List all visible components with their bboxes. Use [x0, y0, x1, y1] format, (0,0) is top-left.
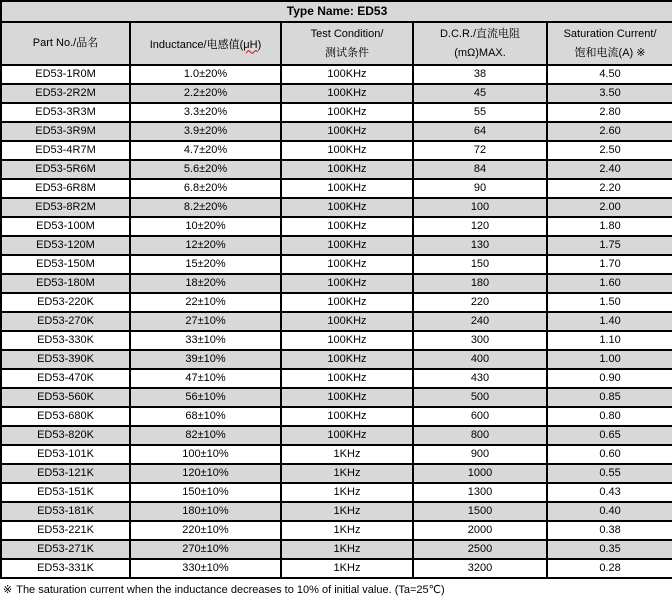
- table-cell: ED53-271K: [1, 540, 130, 559]
- table-row: [1, 350, 672, 369]
- table-cell: ED53-5R6M: [1, 160, 130, 179]
- table-cell: ED53-8R2M: [1, 198, 130, 217]
- table-cell: 1500: [413, 502, 547, 521]
- table-row: [1, 122, 672, 141]
- table-cell: 100KHz: [281, 369, 413, 388]
- table-cell: 45: [413, 84, 547, 103]
- table-row: [1, 369, 672, 388]
- table-cell: 100KHz: [281, 312, 413, 331]
- table-cell: 100KHz: [281, 84, 413, 103]
- table-cell: 1.0±20%: [130, 65, 281, 84]
- table-cell: 2000: [413, 521, 547, 540]
- table-cell: 1KHz: [281, 483, 413, 502]
- table-cell: 1KHz: [281, 502, 413, 521]
- table-cell: 500: [413, 388, 547, 407]
- table-cell: ED53-121K: [1, 464, 130, 483]
- table-cell: ED53-220K: [1, 293, 130, 312]
- table-cell: ED53-330K: [1, 331, 130, 350]
- col-header-saturation-line1: Saturation Current/: [563, 27, 657, 40]
- table-cell: 2.00: [547, 198, 672, 217]
- table-cell: 150: [413, 255, 547, 274]
- col-header-part-no-label: Part No./品名: [32, 37, 99, 49]
- col-header-inductance-suffix: ): [257, 38, 262, 51]
- table-row: [1, 540, 672, 559]
- table-cell: 100KHz: [281, 236, 413, 255]
- table-cell: 1.10: [547, 331, 672, 350]
- table-row: [1, 464, 672, 483]
- table-cell: ED53-470K: [1, 369, 130, 388]
- table-cell: 1.70: [547, 255, 672, 274]
- table-cell: 72: [413, 141, 547, 160]
- table-cell: 1.40: [547, 312, 672, 331]
- col-header-part-no: [1, 22, 130, 65]
- table-cell: ED53-390K: [1, 350, 130, 369]
- table-cell: 0.28: [547, 559, 672, 578]
- table-cell: 300: [413, 331, 547, 350]
- table-cell: 100KHz: [281, 198, 413, 217]
- table-cell: ED53-331K: [1, 559, 130, 578]
- table-row: [1, 331, 672, 350]
- table-cell: 5.6±20%: [130, 160, 281, 179]
- table-cell: 18±20%: [130, 274, 281, 293]
- table-cell: 2500: [413, 540, 547, 559]
- table-cell: ED53-820K: [1, 426, 130, 445]
- table-cell: 150±10%: [130, 483, 281, 502]
- table-row: [1, 502, 672, 521]
- table-cell: 55: [413, 103, 547, 122]
- table-cell: 100KHz: [281, 122, 413, 141]
- table-cell: 0.80: [547, 407, 672, 426]
- table-row: [1, 483, 672, 502]
- table-cell: 2.20: [547, 179, 672, 198]
- table-cell: 2.2±20%: [130, 84, 281, 103]
- table-cell: 22±10%: [130, 293, 281, 312]
- table-cell: 100KHz: [281, 426, 413, 445]
- table-cell: 6.8±20%: [130, 179, 281, 198]
- table-cell: 3.50: [547, 84, 672, 103]
- table-cell: 38: [413, 65, 547, 84]
- table-cell: 3.3±20%: [130, 103, 281, 122]
- col-header-saturation: [547, 22, 672, 65]
- col-header-test-condition-line2: 测试条件: [325, 46, 369, 59]
- table-cell: 68±10%: [130, 407, 281, 426]
- table-cell: 4.7±20%: [130, 141, 281, 160]
- table-cell: 33±10%: [130, 331, 281, 350]
- table-cell: 47±10%: [130, 369, 281, 388]
- table-row: [1, 160, 672, 179]
- table-header-row: [1, 22, 672, 65]
- table-body: [1, 65, 672, 578]
- table-cell: 270±10%: [130, 540, 281, 559]
- table-cell: 100KHz: [281, 179, 413, 198]
- table-cell: 100±10%: [130, 445, 281, 464]
- table-cell: 1.75: [547, 236, 672, 255]
- table-cell: 1.00: [547, 350, 672, 369]
- table-cell: ED53-120M: [1, 236, 130, 255]
- table-cell: ED53-2R2M: [1, 84, 130, 103]
- table-cell: 120±10%: [130, 464, 281, 483]
- table-cell: 1KHz: [281, 559, 413, 578]
- col-header-inductance-unit: μH: [243, 38, 258, 51]
- table-row: [1, 274, 672, 293]
- table-cell: 100KHz: [281, 331, 413, 350]
- table-cell: 0.90: [547, 369, 672, 388]
- table-cell: 330±10%: [130, 559, 281, 578]
- table-cell: 430: [413, 369, 547, 388]
- table-cell: 0.40: [547, 502, 672, 521]
- table-cell: 100KHz: [281, 293, 413, 312]
- table-row: [1, 179, 672, 198]
- col-header-test-condition-line1: Test Condition/: [310, 27, 384, 40]
- table-cell: ED53-4R7M: [1, 141, 130, 160]
- table-cell: ED53-101K: [1, 445, 130, 464]
- table-row: [1, 312, 672, 331]
- table-cell: ED53-180M: [1, 274, 130, 293]
- table-cell: ED53-151K: [1, 483, 130, 502]
- table-cell: 1.60: [547, 274, 672, 293]
- table-cell: 0.55: [547, 464, 672, 483]
- table-cell: 4.50: [547, 65, 672, 84]
- table-cell: 100KHz: [281, 388, 413, 407]
- table-cell: 8.2±20%: [130, 198, 281, 217]
- table-cell: 1.80: [547, 217, 672, 236]
- table-cell: 1KHz: [281, 540, 413, 559]
- table-row: [1, 388, 672, 407]
- table-cell: 1.50: [547, 293, 672, 312]
- col-header-inductance: [130, 22, 281, 65]
- table-row: [1, 141, 672, 160]
- table-cell: 240: [413, 312, 547, 331]
- table-cell: 0.60: [547, 445, 672, 464]
- table-row: [1, 65, 672, 84]
- table-cell: 120: [413, 217, 547, 236]
- table-cell: 82±10%: [130, 426, 281, 445]
- table-cell: 100KHz: [281, 160, 413, 179]
- table-cell: 3.9±20%: [130, 122, 281, 141]
- table-cell: 100KHz: [281, 65, 413, 84]
- footnote-text: The saturation current when the inductance decreases to 10% of initial value. (Ta=25℃): [16, 584, 445, 596]
- table-cell: 100KHz: [281, 103, 413, 122]
- table-cell: 130: [413, 236, 547, 255]
- table-cell: 0.38: [547, 521, 672, 540]
- table-cell: ED53-560K: [1, 388, 130, 407]
- table-row: [1, 521, 672, 540]
- table-cell: ED53-680K: [1, 407, 130, 426]
- table-cell: 900: [413, 445, 547, 464]
- table-row: [1, 426, 672, 445]
- table-cell: 1KHz: [281, 521, 413, 540]
- table-row: [1, 198, 672, 217]
- table-cell: 3200: [413, 559, 547, 578]
- table-cell: 600: [413, 407, 547, 426]
- table-cell: ED53-221K: [1, 521, 130, 540]
- table-cell: 1KHz: [281, 464, 413, 483]
- table-cell: ED53-100M: [1, 217, 130, 236]
- table-cell: 220: [413, 293, 547, 312]
- table-cell: 0.85: [547, 388, 672, 407]
- table-row: [1, 217, 672, 236]
- table-cell: ED53-3R3M: [1, 103, 130, 122]
- table-cell: 0.43: [547, 483, 672, 502]
- table-cell: 2.80: [547, 103, 672, 122]
- table-cell: 10±20%: [130, 217, 281, 236]
- table-cell: 1000: [413, 464, 547, 483]
- table-cell: 39±10%: [130, 350, 281, 369]
- table-cell: 800: [413, 426, 547, 445]
- col-header-test-condition: [281, 22, 413, 65]
- table-row: [1, 103, 672, 122]
- table-cell: ED53-1R0M: [1, 65, 130, 84]
- footnote: [0, 579, 672, 596]
- table-cell: ED53-181K: [1, 502, 130, 521]
- table-cell: 64: [413, 122, 547, 141]
- table-cell: 100: [413, 198, 547, 217]
- col-header-dcr: [413, 22, 547, 65]
- table-cell: 27±10%: [130, 312, 281, 331]
- table-cell: 400: [413, 350, 547, 369]
- table-cell: 0.35: [547, 540, 672, 559]
- table-cell: 100KHz: [281, 141, 413, 160]
- table-cell: 12±20%: [130, 236, 281, 255]
- table-cell: ED53-270K: [1, 312, 130, 331]
- table-cell: ED53-6R8M: [1, 179, 130, 198]
- table-title: Type Name: ED53: [1, 1, 672, 22]
- table-cell: 90: [413, 179, 547, 198]
- table-cell: ED53-3R9M: [1, 122, 130, 141]
- table-cell: 2.50: [547, 141, 672, 160]
- table-cell: 100KHz: [281, 407, 413, 426]
- table-cell: 56±10%: [130, 388, 281, 407]
- table-title-row: [1, 1, 672, 22]
- table-cell: 1KHz: [281, 445, 413, 464]
- col-header-dcr-line1: D.C.R./直流电阻: [439, 27, 521, 40]
- table-row: [1, 293, 672, 312]
- col-header-dcr-line2: (mΩ)MAX.: [454, 46, 506, 59]
- table-row: [1, 559, 672, 578]
- col-header-saturation-line2: 饱和电流(A) ※: [574, 46, 646, 59]
- table-row: [1, 255, 672, 274]
- table-cell: 180±10%: [130, 502, 281, 521]
- table-row: [1, 407, 672, 426]
- table-cell: 15±20%: [130, 255, 281, 274]
- table-cell: 2.40: [547, 160, 672, 179]
- col-header-inductance-prefix: Inductance/电感值(: [149, 38, 244, 51]
- table-cell: 100KHz: [281, 255, 413, 274]
- table-cell: 100KHz: [281, 350, 413, 369]
- footnote-marker: ※: [3, 584, 13, 596]
- table-cell: 2.60: [547, 122, 672, 141]
- table-cell: 1300: [413, 483, 547, 502]
- table-row: [1, 445, 672, 464]
- table-cell: 100KHz: [281, 274, 413, 293]
- table-row: [1, 236, 672, 255]
- table-row: [1, 84, 672, 103]
- table-cell: ED53-150M: [1, 255, 130, 274]
- table-cell: 180: [413, 274, 547, 293]
- table-cell: 0.65: [547, 426, 672, 445]
- table-cell: 100KHz: [281, 217, 413, 236]
- table-cell: 84: [413, 160, 547, 179]
- table-cell: 220±10%: [130, 521, 281, 540]
